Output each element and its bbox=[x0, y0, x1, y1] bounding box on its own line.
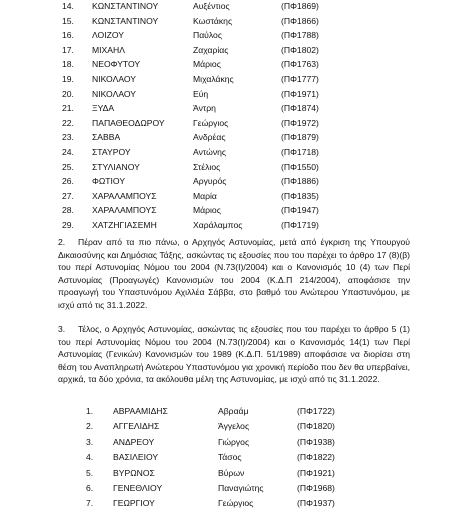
item-number: 15. bbox=[62, 15, 74, 26]
item-surname: ΓΕΩΡΓΙΟΥ bbox=[113, 498, 155, 509]
item-surname: ΧΑΤΖΗΓΙΑΣΕΜΗ bbox=[92, 219, 157, 230]
item-number: 19. bbox=[62, 73, 74, 84]
item-number: 16. bbox=[62, 30, 74, 41]
list-item bbox=[0, 419, 449, 434]
list-item bbox=[0, 218, 449, 233]
item-first-name: Παύλος bbox=[193, 30, 222, 41]
item-first-name: Παναγιώτης bbox=[218, 482, 264, 493]
item-number: 6. bbox=[86, 482, 94, 493]
item-code: (ΠΦ1874) bbox=[281, 103, 319, 114]
item-code: (ΠΦ1718) bbox=[281, 146, 319, 157]
item-code: (ΠΦ1947) bbox=[281, 205, 319, 216]
item-number: 26. bbox=[62, 176, 74, 187]
item-number: 22. bbox=[62, 117, 74, 128]
item-code: (ΠΦ1820) bbox=[297, 421, 335, 432]
item-code: (ΠΦ1802) bbox=[281, 44, 319, 55]
item-surname: ΒΥΡΩΝΟΣ bbox=[113, 467, 155, 478]
item-surname: ΑΓΓΕΛΙΔΗΣ bbox=[113, 421, 160, 432]
list-item bbox=[0, 116, 449, 131]
list-item bbox=[0, 189, 449, 204]
item-first-name: Αργυρός bbox=[193, 176, 227, 187]
item-number: 23. bbox=[62, 132, 74, 143]
item-first-name: Τάσος bbox=[218, 452, 242, 463]
item-code: (ΠΦ1886) bbox=[281, 176, 319, 187]
item-number: 18. bbox=[62, 59, 74, 70]
item-number: 14. bbox=[62, 1, 74, 11]
paragraph-number: 2. bbox=[58, 237, 66, 247]
item-first-name: Χαράλαμπος bbox=[193, 219, 243, 230]
item-first-name: Ζαχαρίας bbox=[193, 44, 229, 55]
list-item bbox=[0, 87, 449, 102]
item-code: (ΠΦ1722) bbox=[297, 406, 335, 416]
list-item bbox=[0, 466, 449, 481]
list-item bbox=[0, 14, 449, 29]
item-surname: ΒΑΣΙΛΕΙΟΥ bbox=[113, 452, 159, 463]
item-first-name: Μάριος bbox=[193, 205, 221, 216]
item-code: (ΠΦ1866) bbox=[281, 15, 319, 26]
list-item bbox=[0, 145, 449, 160]
item-surname: ΧΑΡΑΛΑΜΠΟΥΣ bbox=[92, 205, 157, 216]
item-code: (ΠΦ1968) bbox=[297, 482, 335, 493]
list-item bbox=[0, 0, 449, 14]
item-code: (ΠΦ1550) bbox=[281, 161, 319, 172]
item-code: (ΠΦ1719) bbox=[281, 219, 319, 230]
item-first-name: Γεώργιος bbox=[218, 498, 254, 509]
item-code: (ΠΦ1972) bbox=[281, 117, 319, 128]
item-surname: ΝΙΚΟΛΑΟΥ bbox=[92, 73, 137, 84]
item-code: (ΠΦ1763) bbox=[281, 59, 319, 70]
item-code: (ΠΦ1971) bbox=[281, 88, 319, 99]
paragraph-2 bbox=[58, 236, 410, 312]
item-surname: ΣΤΥΛΙΑΝΟΥ bbox=[92, 161, 140, 172]
item-first-name: Στέλιος bbox=[193, 161, 221, 172]
paragraph-text: Τέλος, ο Αρχηγός Αστυνομίας, ασκώντας τις εξουσίες που του παρέχει το άρθρο 5 (1) του περί Αστυνομίας Νόμου του 2004 (Ν.73(Ι)/2004) και ο Κανονισμός 14(1) των Περί Αστυνομίας (Γενικών) Κανονισμών του 1989 (Κ.Δ.Π. 51/1989) αποφάσισε να διορίσει στη θέση του Αναπληρωτή Ανώτερου Υπαστυνόμου για χρονική περίοδο που δεν θα υπερβαίνει, αρχικά, τα δύο χρόνια, τα ακόλουθα μέλη της Αστυνομίας, με ισχύ από τις 31.1.2022. bbox=[58, 324, 410, 385]
list-item bbox=[0, 43, 449, 58]
item-first-name: Γεώργιος bbox=[193, 117, 229, 128]
item-first-name: Μάριος bbox=[193, 59, 221, 70]
item-surname: ΚΩΝΣΤΑΝΤΙΝΟΥ bbox=[92, 15, 159, 26]
item-code: (ΠΦ1869) bbox=[281, 1, 319, 11]
list-item bbox=[0, 404, 449, 419]
item-number: 24. bbox=[62, 146, 74, 157]
item-number: 7. bbox=[86, 498, 94, 509]
item-surname: ΓΕΝΕΘΛΙΟΥ bbox=[113, 482, 163, 493]
item-first-name: Άντρη bbox=[193, 103, 216, 114]
list-item bbox=[0, 435, 449, 450]
item-code: (ΠΦ1788) bbox=[281, 30, 319, 41]
item-number: 1. bbox=[86, 406, 94, 416]
item-surname: ΜΙΧΑΗΛ bbox=[92, 44, 125, 55]
appointment-list bbox=[0, 404, 449, 512]
item-number: 20. bbox=[62, 88, 74, 99]
item-number: 21. bbox=[62, 103, 74, 114]
list-item bbox=[0, 450, 449, 465]
item-code: (ΠΦ1777) bbox=[281, 73, 319, 84]
item-number: 28. bbox=[62, 205, 74, 216]
item-surname: ΦΩΤΙΟΥ bbox=[92, 176, 126, 187]
paragraph-number: 3. bbox=[58, 324, 66, 334]
item-surname: ΠΑΠΑΘΕΟΔΩΡΟΥ bbox=[92, 117, 165, 128]
list-item bbox=[0, 72, 449, 87]
list-item bbox=[0, 28, 449, 43]
item-code: (ΠΦ1937) bbox=[297, 498, 335, 509]
item-surname: ΞΥΔΑ bbox=[92, 103, 115, 114]
item-surname: ΝΙΚΟΛΑΟΥ bbox=[92, 88, 137, 99]
item-number: 4. bbox=[86, 452, 94, 463]
list-item bbox=[0, 130, 449, 145]
list-item bbox=[0, 481, 449, 496]
list-item bbox=[0, 57, 449, 72]
paragraph-text: Πέραν από τα πιο πάνω, ο Αρχηγός Αστυνομίας, μετά από έγκριση της Υπουργού Δικαιοσύνης και Δημόσιας Τάξης, ασκώντας τις εξουσίες που του παρέχει το άρθρο 17 (8)(β) του περί Αστυνομίας Νόμου του 2004 (Ν.73(Ι)/2004) και ο Κανονισμός 10 (4) των Περί Αστυνομίας (Προαγωγές) Κανονισμών του 2004 (Κ.Δ.Π 214/2004), αποφάσισε την προαγωγή του Υπαστυνόμου Αχιλλέα Σάββα, στο βαθμό του Ανώτερου Υπαστυνόμου, με ισχύ από τις 31.1.2022. bbox=[58, 237, 410, 310]
item-number: 2. bbox=[86, 421, 94, 432]
item-first-name: Ανδρέας bbox=[193, 132, 226, 143]
item-surname: ΧΑΡΑΛΑΜΠΟΥΣ bbox=[92, 190, 157, 201]
item-first-name: Αυξέντιος bbox=[193, 1, 230, 11]
paragraph-3 bbox=[58, 323, 410, 386]
item-number: 29. bbox=[62, 219, 74, 230]
item-surname: ΑΒΡΑΑΜΙΔΗΣ bbox=[113, 406, 168, 416]
item-surname: ΑΝΔΡΕΟΥ bbox=[113, 436, 155, 447]
promotion-list-continued bbox=[0, 0, 449, 233]
item-code: (ΠΦ1921) bbox=[297, 467, 335, 478]
item-number: 25. bbox=[62, 161, 74, 172]
item-first-name: Βύρων bbox=[218, 467, 245, 478]
item-code: (ΠΦ1822) bbox=[297, 452, 335, 463]
list-item bbox=[0, 174, 449, 189]
item-first-name: Αβραάμ bbox=[218, 406, 249, 416]
item-surname: ΣΑΒΒΑ bbox=[92, 132, 121, 143]
item-number: 3. bbox=[86, 436, 94, 447]
item-surname: ΣΤΑΥΡΟΥ bbox=[92, 146, 131, 157]
item-code: (ΠΦ1938) bbox=[297, 436, 335, 447]
item-number: 17. bbox=[62, 44, 74, 55]
list-item bbox=[0, 160, 449, 175]
item-code: (ΠΦ1879) bbox=[281, 132, 319, 143]
item-first-name: Αντώνης bbox=[193, 146, 227, 157]
item-first-name: Μαρία bbox=[193, 190, 217, 201]
item-first-name: Άγγελος bbox=[218, 421, 250, 432]
list-item bbox=[0, 101, 449, 116]
item-first-name: Εύη bbox=[193, 88, 209, 99]
item-first-name: Κωστάκης bbox=[193, 15, 233, 26]
item-surname: ΚΩΝΣΤΑΝΤΙΝΟΥ bbox=[92, 1, 159, 11]
item-surname: ΝΕΟΦΥΤΟΥ bbox=[92, 59, 141, 70]
list-item bbox=[0, 496, 449, 511]
item-number: 5. bbox=[86, 467, 94, 478]
item-number: 27. bbox=[62, 190, 74, 201]
list-item bbox=[0, 203, 449, 218]
item-code: (ΠΦ1835) bbox=[281, 190, 319, 201]
item-surname: ΛΟΙΖΟΥ bbox=[92, 30, 125, 41]
item-first-name: Γιώργος bbox=[218, 436, 250, 447]
item-first-name: Μιχαλάκης bbox=[193, 73, 234, 84]
